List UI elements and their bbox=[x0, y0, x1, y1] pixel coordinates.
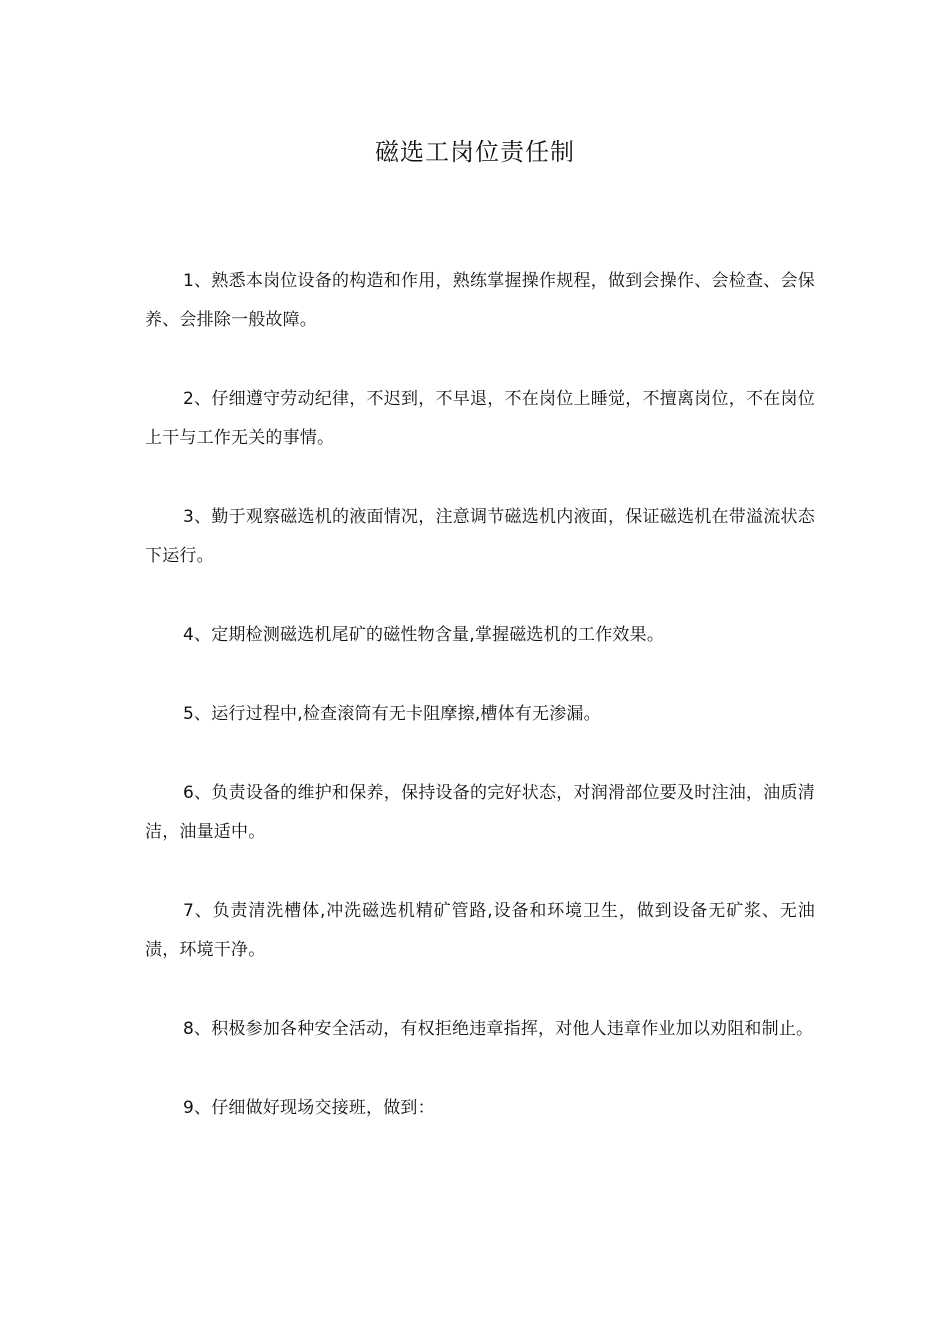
paragraph-5: 5、运行过程中,检查滚筒有无卡阻摩擦,槽体有无渗漏。 bbox=[183, 704, 601, 724]
paragraph-1: 1、熟悉本岗位设备的构造和作用，熟练掌握操作规程，做到会操作、会检查、会保养、会排除一般故障。 bbox=[145, 271, 815, 330]
paragraph-3: 3、勤于观察磁选机的液面情况，注意调节磁选机内液面，保证磁选机在带溢流状态下运行。 bbox=[145, 507, 815, 566]
paragraph-8: 8、积极参加各种安全活动，有权拒绝违章指挥，对他人违章作业加以劝阻和制止。 bbox=[183, 1019, 814, 1039]
paragraph-2: 2、仔细遵守劳动纪律，不迟到，不早退，不在岗位上睡觉，不擅离岗位，不在岗位上干与工作无关的事情。 bbox=[145, 389, 815, 448]
document-body bbox=[145, 262, 815, 1168]
paragraph-6: 6、负责设备的维护和保养，保持设备的完好状态，对润滑部位要及时注油，油质清洁，油量适中。 bbox=[145, 783, 815, 842]
paragraph-4: 4、定期检测磁选机尾矿的磁性物含量,掌握磁选机的工作效果。 bbox=[183, 625, 665, 645]
paragraph-9: 9、仔细做好现场交接班，做到： bbox=[183, 1098, 435, 1118]
document-title: 磁选工岗位责任制 bbox=[375, 138, 575, 166]
paragraph-7: 7、负责清洗槽体,冲洗磁选机精矿管路,设备和环境卫生，做到设备无矿浆、无油渍，环境干净。 bbox=[145, 901, 815, 960]
